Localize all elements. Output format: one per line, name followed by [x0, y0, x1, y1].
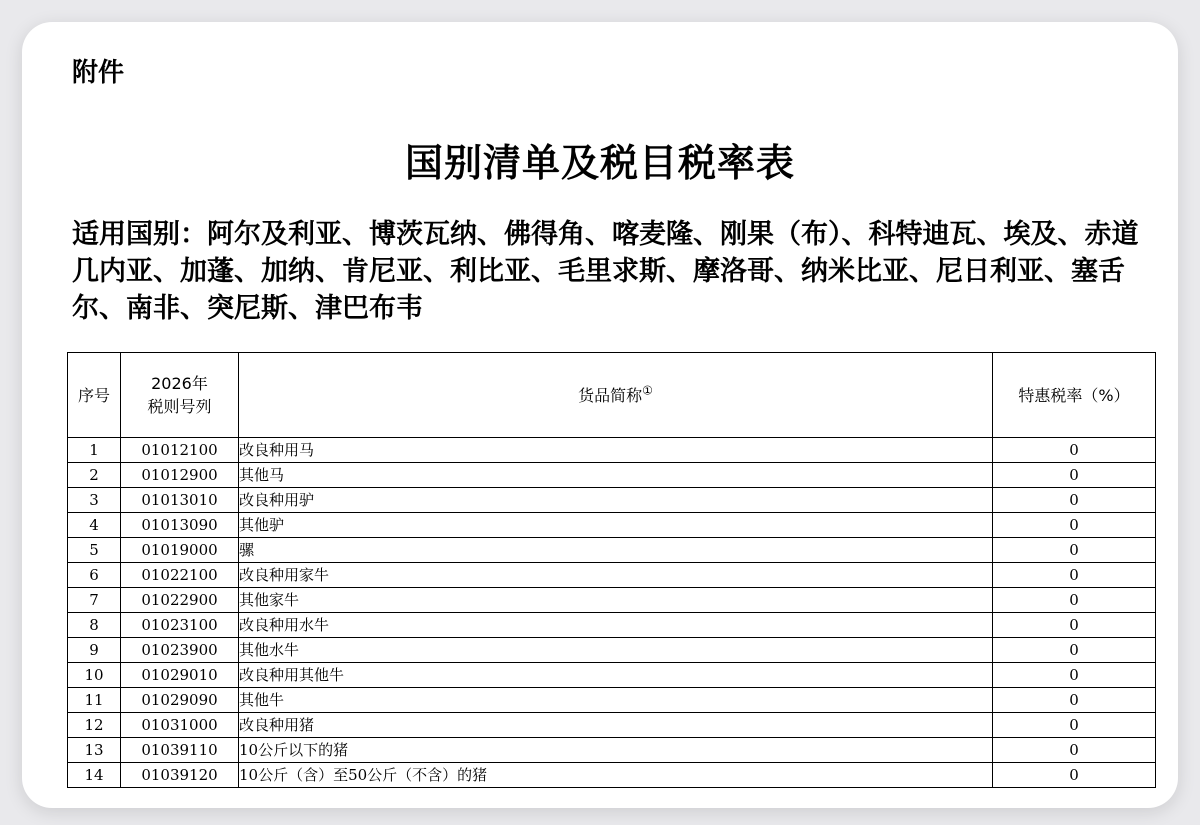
cell-tariff-code: 01023100 — [121, 613, 239, 638]
cell-serial-no: 5 — [68, 538, 121, 563]
cell-serial-no: 10 — [68, 663, 121, 688]
footnote-marker: ① — [642, 383, 653, 398]
cell-tariff-code: 01029090 — [121, 688, 239, 713]
cell-serial-no: 9 — [68, 638, 121, 663]
document-page — [22, 22, 1178, 808]
cell-serial-no: 6 — [68, 563, 121, 588]
tariff-table — [67, 352, 1156, 788]
header-serial-no: 序号 — [68, 353, 121, 438]
attachment-label: 附件 — [72, 58, 125, 88]
header-tariff-code-year: 2026年 — [151, 374, 208, 393]
cell-tariff-code: 01013090 — [121, 513, 239, 538]
cell-goods-name: 改良种用马 — [239, 438, 993, 463]
table-header-row — [68, 353, 1156, 438]
cell-rate: 0 — [993, 763, 1156, 788]
header-tariff-code-label: 税则号列 — [147, 397, 212, 416]
cell-serial-no: 2 — [68, 463, 121, 488]
cell-goods-name: 骡 — [239, 538, 993, 563]
table-row — [68, 738, 1156, 763]
cell-rate: 0 — [993, 613, 1156, 638]
applicable-countries: 适用国别：阿尔及利亚、博茨瓦纳、佛得角、喀麦隆、刚果（布）、科特迪瓦、埃及、赤道几内亚、加蓬、加纳、肯尼亚、利比亚、毛里求斯、摩洛哥、纳米比亚、尼日利亚、塞舌尔、南非、突尼斯、津巴布韦 — [72, 219, 1139, 324]
cell-serial-no: 14 — [68, 763, 121, 788]
header-goods-name-label: 货品简称 — [578, 385, 643, 405]
table-row — [68, 463, 1156, 488]
table-row — [68, 663, 1156, 688]
cell-serial-no: 1 — [68, 438, 121, 463]
cell-goods-name: 其他马 — [239, 463, 993, 488]
table-row — [68, 563, 1156, 588]
table-row — [68, 688, 1156, 713]
cell-rate: 0 — [993, 463, 1156, 488]
cell-goods-name: 10公斤（含）至50公斤（不含）的猪 — [239, 763, 993, 788]
cell-tariff-code: 01031000 — [121, 713, 239, 738]
cell-rate: 0 — [993, 688, 1156, 713]
table-row — [68, 638, 1156, 663]
table-row — [68, 613, 1156, 638]
cell-serial-no: 13 — [68, 738, 121, 763]
cell-tariff-code: 01012900 — [121, 463, 239, 488]
cell-serial-no: 4 — [68, 513, 121, 538]
cell-goods-name: 改良种用水牛 — [239, 613, 993, 638]
cell-tariff-code: 01013010 — [121, 488, 239, 513]
cell-goods-name: 改良种用家牛 — [239, 563, 993, 588]
cell-tariff-code: 01022900 — [121, 588, 239, 613]
cell-rate: 0 — [993, 563, 1156, 588]
table-row — [68, 763, 1156, 788]
table-row — [68, 713, 1156, 738]
cell-tariff-code: 01039110 — [121, 738, 239, 763]
cell-rate: 0 — [993, 438, 1156, 463]
table-row — [68, 513, 1156, 538]
cell-tariff-code: 01029010 — [121, 663, 239, 688]
table-row — [68, 538, 1156, 563]
cell-tariff-code: 01019000 — [121, 538, 239, 563]
cell-serial-no: 12 — [68, 713, 121, 738]
cell-rate: 0 — [993, 638, 1156, 663]
cell-rate: 0 — [993, 663, 1156, 688]
cell-rate: 0 — [993, 513, 1156, 538]
table-row — [68, 438, 1156, 463]
cell-goods-name: 其他牛 — [239, 688, 993, 713]
cell-serial-no: 11 — [68, 688, 121, 713]
cell-rate: 0 — [993, 738, 1156, 763]
cell-tariff-code: 01022100 — [121, 563, 239, 588]
cell-serial-no: 3 — [68, 488, 121, 513]
cell-goods-name: 改良种用猪 — [239, 713, 993, 738]
cell-goods-name: 10公斤以下的猪 — [239, 738, 993, 763]
header-preferential-rate: 特惠税率（%） — [993, 353, 1156, 438]
cell-serial-no: 8 — [68, 613, 121, 638]
cell-serial-no: 7 — [68, 588, 121, 613]
cell-goods-name: 其他家牛 — [239, 588, 993, 613]
cell-tariff-code: 01023900 — [121, 638, 239, 663]
cell-rate: 0 — [993, 588, 1156, 613]
cell-goods-name: 其他水牛 — [239, 638, 993, 663]
table-row — [68, 488, 1156, 513]
cell-rate: 0 — [993, 538, 1156, 563]
cell-goods-name: 其他驴 — [239, 513, 993, 538]
header-tariff-code — [121, 353, 239, 438]
document-title: 国别清单及税目税率表 — [404, 141, 795, 185]
cell-goods-name: 改良种用驴 — [239, 488, 993, 513]
cell-tariff-code: 01012100 — [121, 438, 239, 463]
cell-goods-name: 改良种用其他牛 — [239, 663, 993, 688]
cell-tariff-code: 01039120 — [121, 763, 239, 788]
cell-rate: 0 — [993, 488, 1156, 513]
table-row — [68, 588, 1156, 613]
header-goods-name — [239, 353, 993, 438]
cell-rate: 0 — [993, 713, 1156, 738]
